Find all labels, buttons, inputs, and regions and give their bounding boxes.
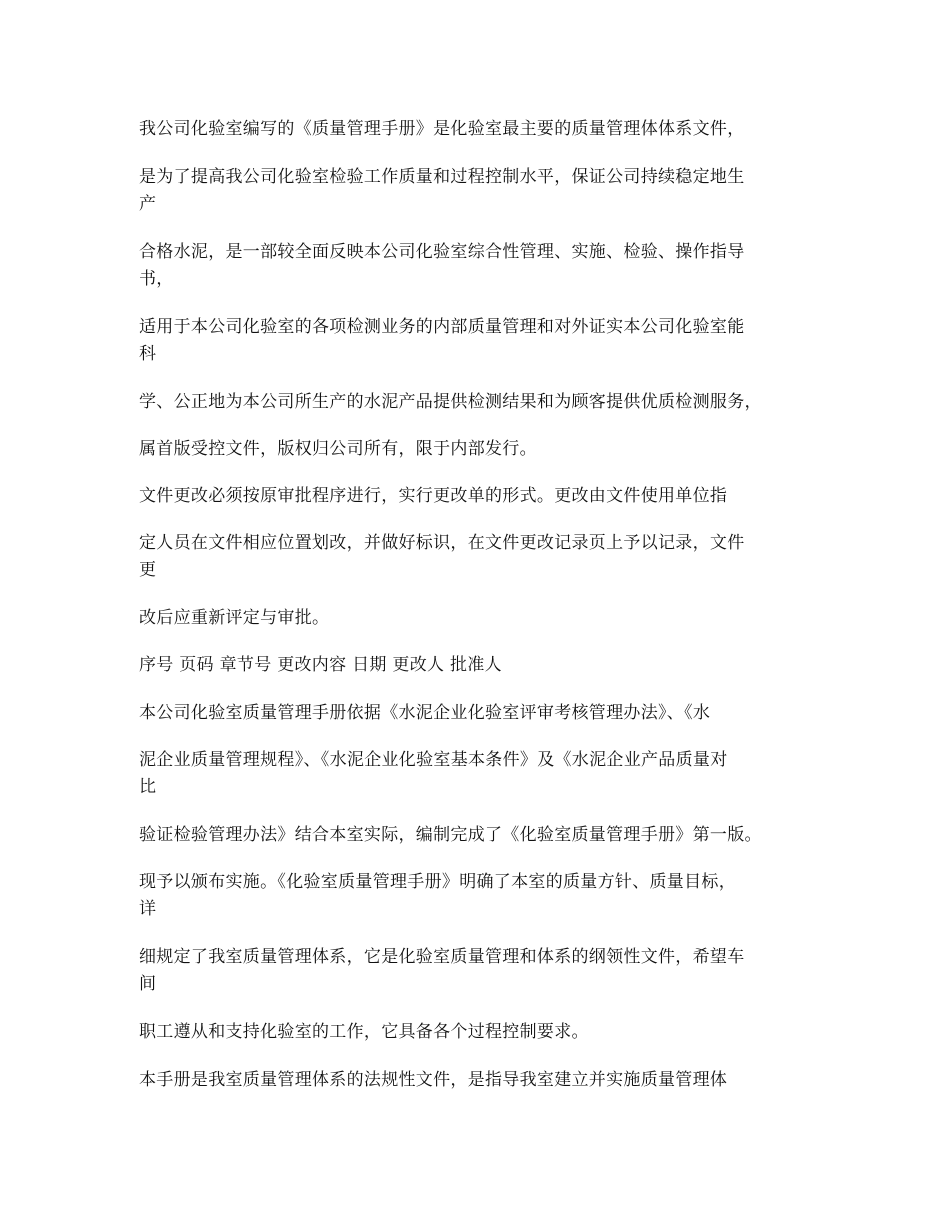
paragraph-line-3 bbox=[139, 239, 745, 293]
line-text: 我公司化验室编写的《质量管理手册》是化验室最主要的质量管理体体系文件， bbox=[139, 119, 745, 139]
line-text: 职工遵从和支持化验室的工作，它具备各个过程控制要求。 bbox=[139, 1022, 589, 1042]
paragraph-line-17 bbox=[139, 1067, 727, 1094]
line-text: 文件更改必须按原审批程序进行，实行更改单的形式。更改由文件使用单位指 bbox=[139, 486, 728, 506]
line-text: 定人员在文件相应位置划改，并做好标识，在文件更改记录页上予以记录，文件 bbox=[139, 533, 745, 553]
change-record-header bbox=[139, 652, 502, 679]
paragraph-line-5 bbox=[139, 389, 762, 416]
line-text: 改后应重新评定与审批。 bbox=[139, 608, 330, 628]
line-wrap: 科 bbox=[139, 344, 157, 364]
line-wrap: 更 bbox=[139, 560, 157, 580]
paragraph-line-9 bbox=[139, 605, 329, 632]
paragraph-line-16 bbox=[139, 1019, 589, 1046]
line-text: 适用于本公司化验室的各项检测业务的内部质量管理和对外证实本公司化验室能 bbox=[139, 317, 745, 337]
paragraph-line-4 bbox=[139, 314, 745, 368]
line-text: 学、公正地为本公司所生产的水泥产品提供检测结果和为顾客提供优质检测服务， bbox=[139, 392, 762, 412]
paragraph-line-8 bbox=[139, 530, 745, 584]
paragraph-line-15 bbox=[139, 944, 745, 998]
line-wrap: 书， bbox=[139, 269, 174, 289]
line-text: 细规定了我室质量管理体系，它是化验室质量管理和体系的纲领性文件，希望车 bbox=[139, 947, 745, 967]
paragraph-line-13 bbox=[139, 822, 762, 849]
line-text: 现予以颁布实施。《化验室质量管理手册》明确了本室的质量方针、质量目标， bbox=[139, 872, 736, 892]
line-text: 泥企业质量管理规程》、《水泥企业化验室基本条件》及《水泥企业产品质量对 bbox=[139, 750, 728, 770]
line-text: 本公司化验室质量管理手册依据《水泥企业化验室评审考核管理办法》、《水 bbox=[139, 703, 711, 723]
line-wrap: 产 bbox=[139, 194, 157, 214]
line-wrap: 详 bbox=[139, 899, 157, 919]
line-text: 本手册是我室质量管理体系的法规性文件，是指导我室建立并实施质量管理体 bbox=[139, 1070, 728, 1090]
line-text: 是为了提高我公司化验室检验工作质量和过程控制水平，保证公司持续稳定地生 bbox=[139, 167, 745, 187]
paragraph-line-12 bbox=[139, 747, 728, 801]
paragraph-line-6 bbox=[139, 436, 537, 463]
line-text: 属首版受控文件，版权归公司所有，限于内部发行。 bbox=[139, 439, 537, 459]
paragraph-line-2 bbox=[139, 164, 745, 218]
paragraph-line-14 bbox=[139, 869, 736, 923]
line-wrap: 比 bbox=[139, 777, 157, 797]
paragraph-line-7 bbox=[139, 483, 727, 510]
paragraph-line-11 bbox=[139, 700, 710, 727]
line-text: 验证检验管理办法》结合本室实际，编制完成了《化验室质量管理手册》第一版。 bbox=[139, 825, 762, 845]
paragraph-line-1 bbox=[139, 116, 745, 143]
line-wrap: 间 bbox=[139, 974, 157, 994]
line-text: 合格水泥，是一部较全面反映本公司化验室综合性管理、实施、检验、操作指导 bbox=[139, 242, 745, 262]
line-text: 序号 页码 章节号 更改内容 日期 更改人 批准人 bbox=[139, 655, 502, 675]
